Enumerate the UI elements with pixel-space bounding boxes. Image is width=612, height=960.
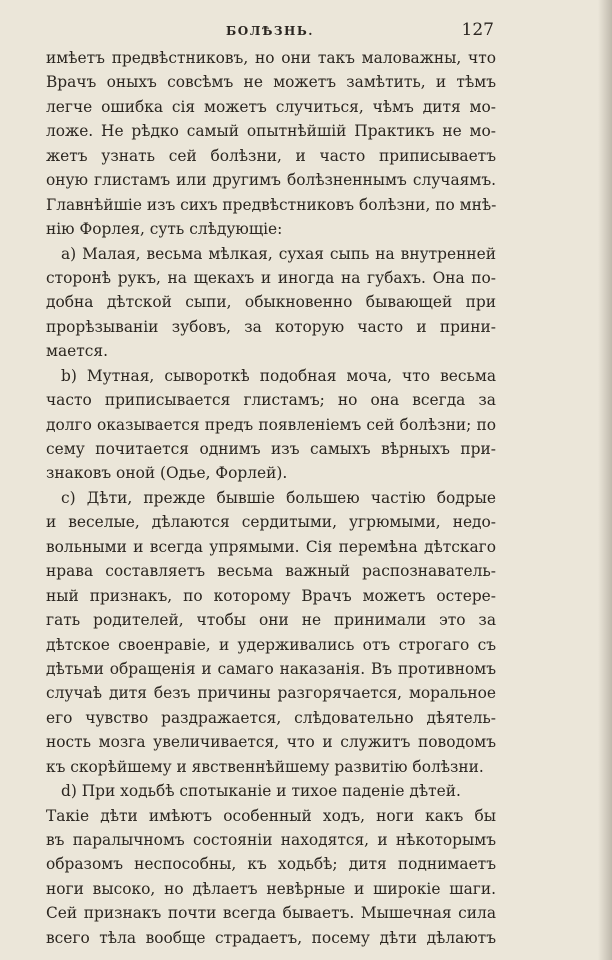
text-line: добна дѣтской сыпи, обыкновенно бывающей при: [46, 293, 496, 312]
text-line: дѣтское своенравіе, и удерживались отъ строгаго съ: [46, 635, 496, 654]
body-text: [46, 46, 496, 950]
text-line: часто приписывается глистамъ; но она всегда за: [46, 391, 496, 410]
text-line: b) Мутная, сывороткѣ подобная моча, что весьма: [61, 366, 496, 385]
text-line: къ скорѣйшему и явственнѣйшему развитію болѣзни.: [46, 757, 484, 776]
text-line: случаѣ дитя безъ причины разгорячается, моральное: [46, 684, 496, 703]
text-line: мается.: [46, 342, 108, 361]
text-line: дѣтьми обращенія и самаго наказанія. Въ противномъ: [46, 659, 496, 678]
text-line: легче ошибка сія можетъ случиться, чѣмъ дитя мо-: [46, 97, 496, 116]
text-line: и веселые, дѣлаются сердитыми, угрюмыми, недо-: [46, 513, 496, 532]
text-line: знаковъ оной (Одье, Форлей).: [46, 464, 288, 483]
text-line: ложе. Не рѣдко самый опытнѣйшій Практикъ не мо-: [46, 122, 496, 141]
text-line: оную глистамъ или другимъ болѣзненнымъ случаямъ.: [46, 171, 496, 190]
text-line: гать родителей, чтобы они не принимали это за: [46, 611, 496, 630]
text-line: вольными и всегда упрямыми. Сія перемѣна дѣтскаго: [46, 537, 496, 556]
text-line: с) Дѣти, прежде бывшіе большею частію бодрые: [61, 488, 496, 507]
text-line: всего тѣла вообще страдаетъ, посему дѣти дѣлаютъ: [46, 928, 496, 947]
running-head: БОЛѢЗНЬ.: [226, 24, 314, 38]
text-line: ный признакъ, по которому Врачъ можетъ остере-: [46, 586, 496, 605]
page-header: [46, 20, 494, 44]
text-line: Главнѣйшіе изъ сихъ предвѣстниковъ болѣзни, по мнѣ-: [46, 195, 497, 214]
text-line: ность мозга увеличивается, что и служитъ поводомъ: [46, 733, 496, 752]
page-edge-shadow: [598, 0, 612, 960]
text-line: долго оказывается предъ появленіемъ сей болѣзни; по: [46, 415, 496, 434]
text-line: нрава составляетъ весьма важный распознаватель-: [46, 562, 496, 581]
text-line: Сей признакъ почти всегда бываетъ. Мышечная сила: [46, 904, 496, 923]
text-line: сему почитается однимъ изъ самыхъ вѣрныхъ при-: [46, 440, 496, 458]
page-number: 127: [461, 20, 494, 40]
text-line: въ паралычномъ состояніи находятся, и нѣкоторымъ: [46, 831, 496, 849]
text-line: нію Форлея, суть слѣдующіе:: [46, 220, 283, 239]
text-line: а) Малая, весьма мѣлкая, сухая сыпь на внутренней: [61, 244, 496, 263]
text-line: прорѣзываніи зубовъ, за которую часто и прини-: [46, 317, 496, 336]
text-line: Врачъ оныхъ совсѣмъ не можетъ замѣтить, и тѣмъ: [46, 73, 496, 92]
text-line: d) При ходьбѣ спотыканіе и тихое паденіе дѣтей.: [61, 782, 461, 801]
text-line: жетъ узнать сей болѣзни, и часто приписываетъ: [46, 146, 496, 165]
text-line: ноги высоко, но дѣлаетъ невѣрные и широкіе шаги.: [46, 879, 496, 898]
text-line: Такіе дѣти имѣютъ особенный ходъ, ноги какъ бы: [46, 806, 496, 825]
text-line: его чувство раздражается, слѣдовательно дѣятель-: [46, 708, 496, 727]
text-line: образомъ неспособны, къ ходьбѣ; дитя поднимаетъ: [46, 855, 496, 874]
text-line: имѣетъ предвѣстниковъ, но они такъ маловажны, что: [46, 49, 496, 67]
text-line: сторонѣ рукъ, на щекахъ и иногда на губахъ. Она по-: [46, 268, 496, 287]
